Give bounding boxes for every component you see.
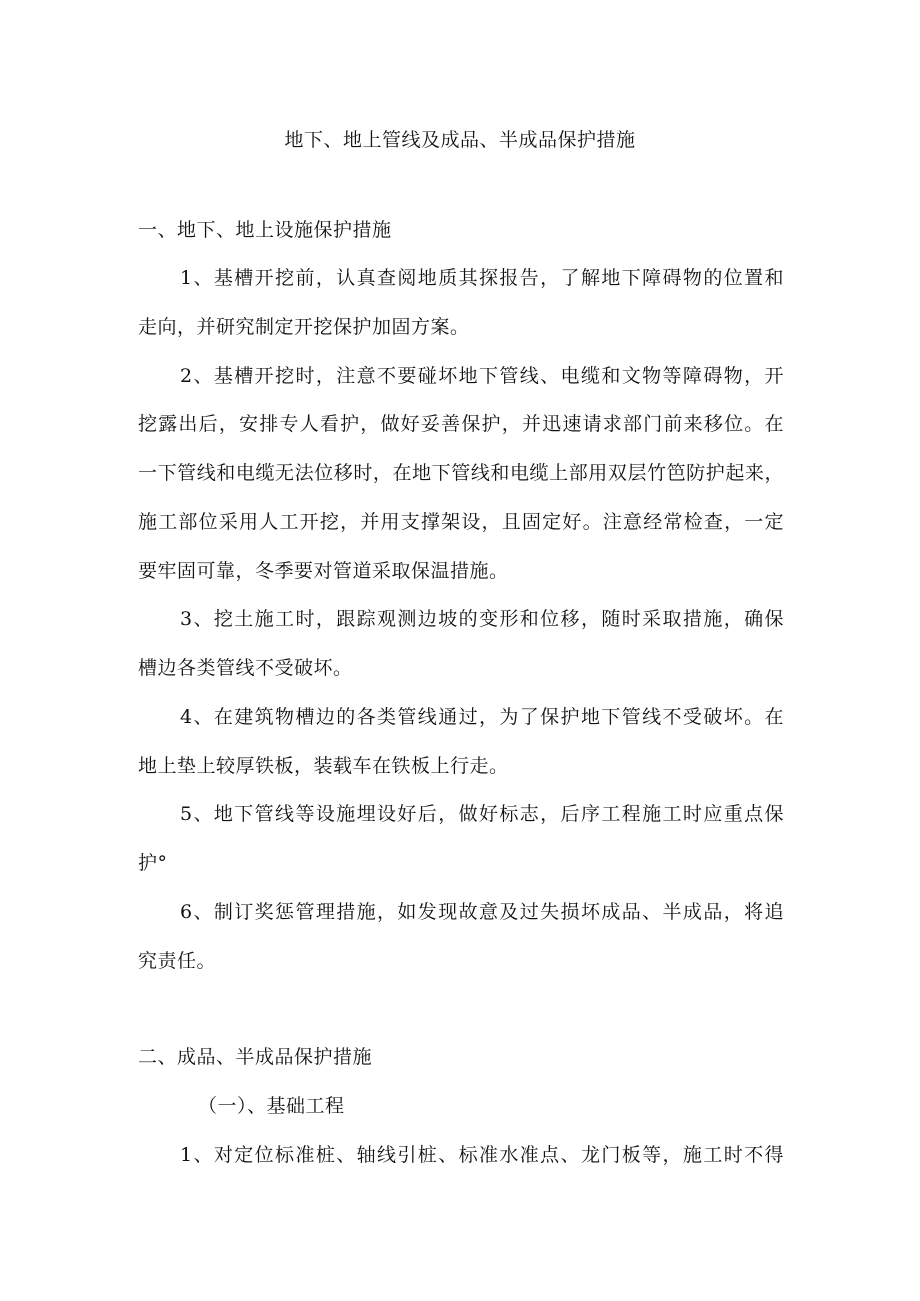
- paragraph-2-line-3: 一下管线和电缆无法位移时，在地下管线和电缆上部用双层竹笆防护起来，: [138, 462, 784, 484]
- paragraph-3-line-1: 3、挖土施工时，跟踪观测边坡的变形和位移，随时采取措施，确保: [180, 608, 784, 630]
- paragraph-3-line-2: 槽边各类管线不受破坏。: [138, 657, 353, 679]
- paragraph-1-line-2: 走向，并研究制定开挖保护加固方案。: [138, 316, 470, 338]
- section-2-paragraph-1-line-1: 1、对定位标准桩、轴线引桩、标准水准点、龙门板等，施工时不得: [180, 1144, 784, 1166]
- subsection-heading: （一）、基础工程: [198, 1095, 345, 1117]
- paragraph-1-line-1: 1、基槽开挖前，认真查阅地质其探报告，了解地下障碍物的位置和: [180, 267, 784, 289]
- paragraph-5-line-1: 5、地下管线等设施埋设好后，做好标志，后序工程施工时应重点保: [180, 803, 784, 825]
- paragraph-4-line-1: 4、在建筑物槽边的各类管线通过，为了保护地下管线不受破坏。在: [180, 706, 784, 728]
- paragraph-2-line-1: 2、基槽开挖时，注意不要碰坏地下管线、电缆和文物等障碍物，开: [180, 365, 784, 387]
- paragraph-5-line-2: 护°: [138, 852, 168, 874]
- section-1-heading: 一、地下、地上设施保护措施: [138, 219, 392, 241]
- document-title: 地下、地上管线及成品、半成品保护措施: [284, 129, 636, 151]
- paragraph-4-line-2: 地上垫上较厚铁板，装载车在铁板上行走。: [138, 755, 509, 777]
- paragraph-6-line-2: 究责任。: [138, 950, 217, 972]
- paragraph-2-line-5: 要牢固可靠，冬季要对管道采取保温措施。: [138, 560, 509, 582]
- section-2-heading: 二、成品、半成品保护措施: [138, 1046, 373, 1068]
- paragraph-2-line-2: 挖露出后，安排专人看护，做好妥善保护，并迅速请求部门前来移位。在: [138, 413, 784, 435]
- paragraph-2-line-4: 施工部位采用人工开挖，并用支撑架设，且固定好。注意经常检查，一定: [138, 511, 784, 533]
- paragraph-6-line-1: 6、制订奖惩管理措施，如发现故意及过失损坏成品、半成品，将追: [180, 901, 784, 923]
